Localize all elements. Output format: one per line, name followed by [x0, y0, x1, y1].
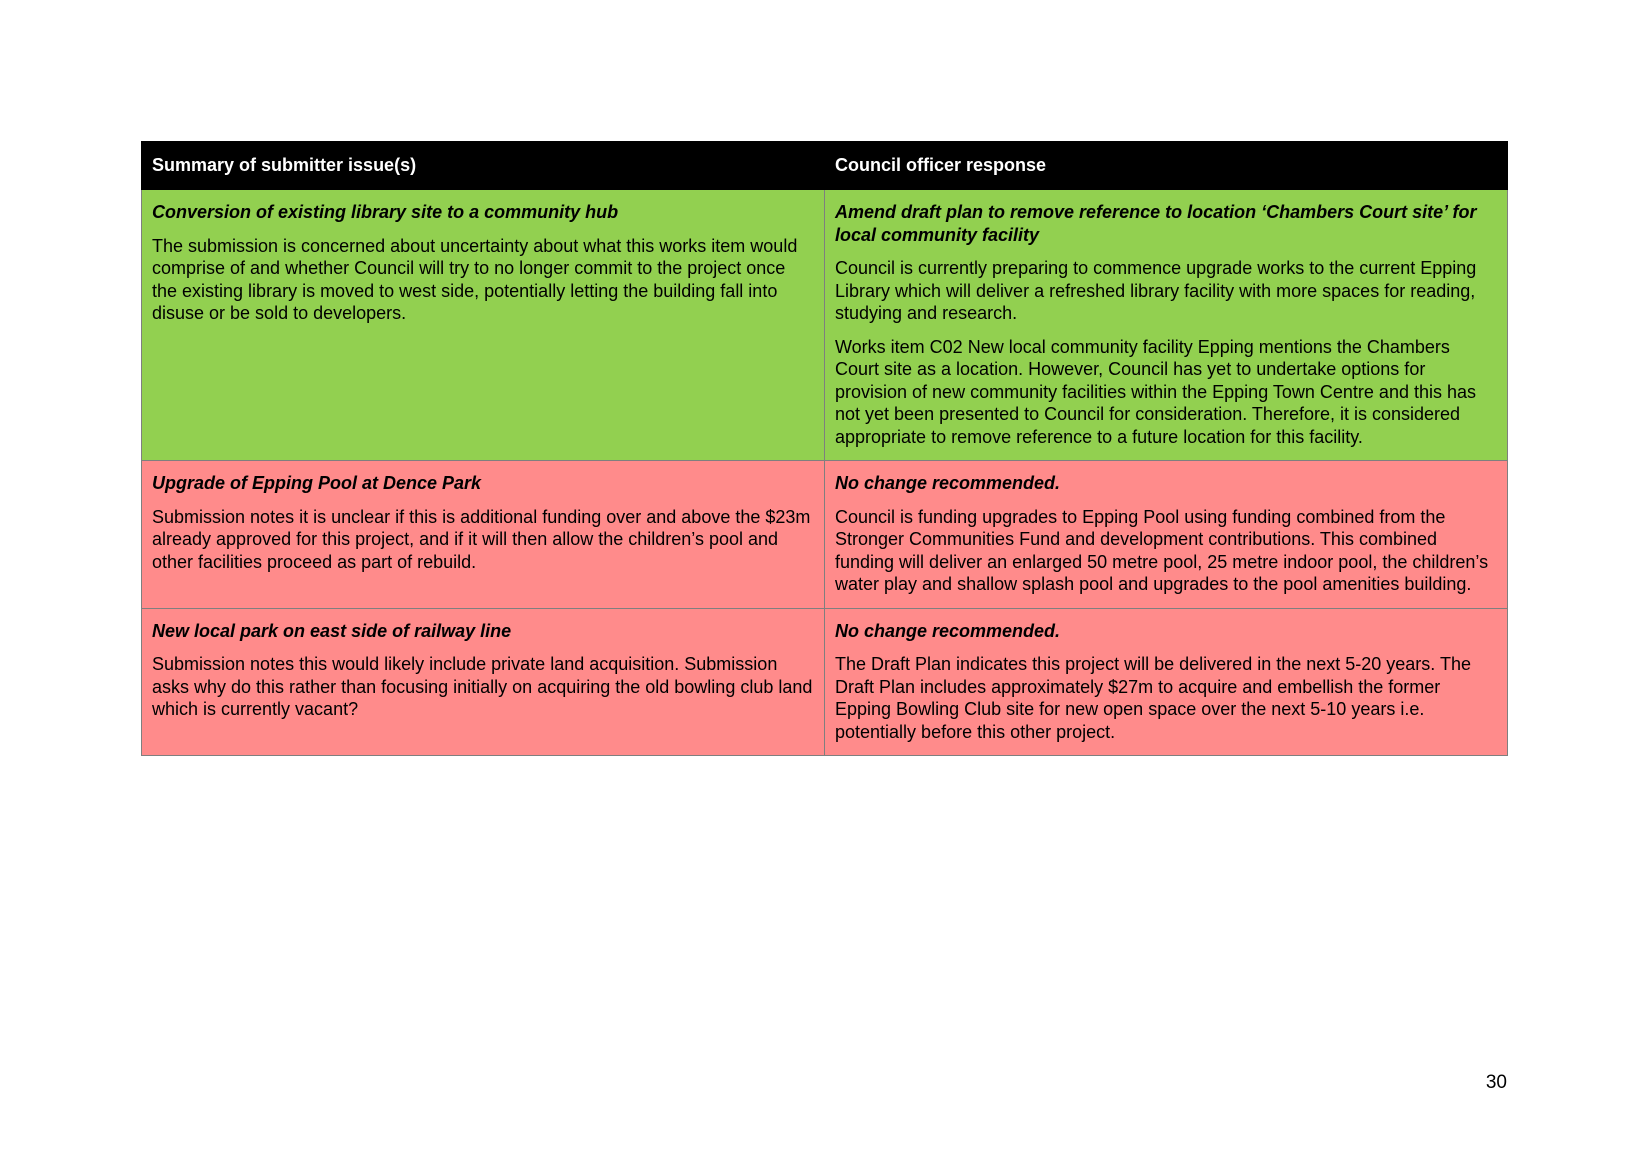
issue-text: The submission is concerned about uncertainty about what this works item would comprise of and whether Council will try to no longer commit to the project once the existing library is moved to west side, potentially letting the building fall into disuse or be sold to developers.: [152, 235, 798, 323]
issue-heading: Conversion of existing library site to a community hub: [152, 202, 619, 222]
submissions-table-container: [141, 141, 1507, 756]
table-row: [142, 608, 1508, 756]
issue-text: Submission notes this would likely include private land acquisition. Submission asks why do this rather than focusing initially on acquiring the old bowling club land which is currently vacant?: [152, 654, 813, 719]
header-council-response: Council officer response: [825, 142, 1508, 190]
issue-heading: New local park on east side of railway line: [152, 620, 512, 641]
issue-cell: [142, 461, 825, 609]
page-number: 30: [1485, 1072, 1507, 1093]
submissions-table: [141, 141, 1508, 756]
issue-heading: Upgrade of Epping Pool at Dence Park: [152, 473, 482, 493]
response-text: Council is currently preparing to commence upgrade works to the current Epping Library which will deliver a refreshed library facility with more spaces for reading, studying and research.: [835, 258, 1477, 323]
table-row: [142, 461, 1508, 609]
response-heading: Amend draft plan to remove reference to location ‘Chambers Court site’ for local community facility: [835, 202, 1477, 245]
issue-text: Submission notes it is unclear if this is additional funding over and above the $23m already approved for this project, and if it will then allow the children’s pool and other facilities proceed as part of rebuild.: [152, 506, 811, 572]
table-row: [142, 190, 1508, 461]
response-cell: [825, 608, 1508, 756]
response-heading: No change recommended.: [835, 473, 1061, 493]
issue-cell: [142, 190, 825, 461]
response-heading: No change recommended.: [835, 620, 1061, 641]
response-text: Works item C02 New local community facility Epping mentions the Chambers Court site as a location. However, Council has yet to undertake options for provision of new community facilities within the Epping Town Centre and this has not yet been presented to Council for consideration. Therefore, it is considered appropriate to remove reference to a future location for this facility.: [835, 336, 1476, 447]
response-text: The Draft Plan indicates this project will be delivered in the next 5-20 years. The Draft Plan includes approximately $27m to acquire and embellish the former Epping Bowling Club site for new open space over the next 5-10 years i.e. potentially before this other project.: [835, 654, 1471, 742]
issue-cell: [142, 608, 825, 756]
header-submitter-issue: Summary of submitter issue(s): [142, 142, 825, 190]
response-text: Council is funding upgrades to Epping Pool using funding combined from the Stronger Communities Fund and development contributions. This combined funding will deliver an enlarged 50 metre pool, 25 metre indoor pool, the children’s water play and shallow splash pool and upgrades to the pool amenities building.: [835, 506, 1489, 594]
response-cell: [825, 190, 1508, 461]
response-cell: [825, 461, 1508, 609]
table-header-row: [142, 142, 1508, 190]
